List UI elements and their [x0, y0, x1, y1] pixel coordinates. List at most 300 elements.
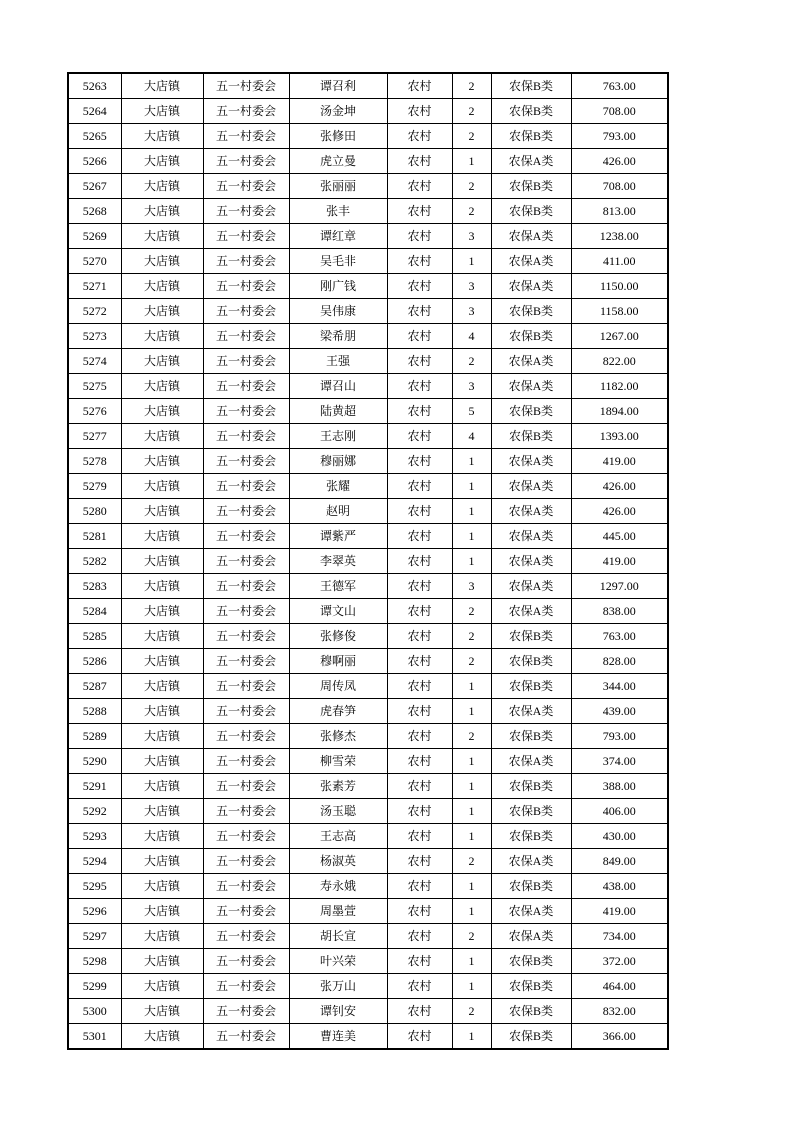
person-name-cell: 周传凤	[289, 674, 387, 699]
insurance-category-cell: 农保B类	[491, 199, 571, 224]
person-name-cell: 张丽丽	[289, 174, 387, 199]
village-committee-cell: 五一村委会	[203, 549, 289, 574]
person-count-cell: 2	[452, 649, 491, 674]
amount-cell: 445.00	[571, 524, 668, 549]
household-type-cell: 农村	[387, 99, 452, 124]
household-type-cell: 农村	[387, 224, 452, 249]
insurance-category-cell: 农保B类	[491, 974, 571, 999]
town-cell: 大店镇	[121, 874, 203, 899]
table-row	[68, 299, 668, 324]
amount-cell: 344.00	[571, 674, 668, 699]
table-row	[68, 1024, 668, 1050]
table-row	[68, 424, 668, 449]
person-count-cell: 1	[452, 149, 491, 174]
amount-cell: 1150.00	[571, 274, 668, 299]
subsidy-roster-table	[67, 72, 669, 1050]
amount-cell: 366.00	[571, 1024, 668, 1050]
household-type-cell: 农村	[387, 299, 452, 324]
person-count-cell: 2	[452, 73, 491, 99]
person-count-cell: 2	[452, 724, 491, 749]
serial-number-cell: 5295	[68, 874, 121, 899]
person-name-cell: 王强	[289, 349, 387, 374]
amount-cell: 419.00	[571, 449, 668, 474]
village-committee-cell: 五一村委会	[203, 824, 289, 849]
insurance-category-cell: 农保A类	[491, 249, 571, 274]
serial-number-cell: 5276	[68, 399, 121, 424]
insurance-category-cell: 农保A类	[491, 274, 571, 299]
insurance-category-cell: 农保A类	[491, 549, 571, 574]
village-committee-cell: 五一村委会	[203, 274, 289, 299]
town-cell: 大店镇	[121, 374, 203, 399]
table-row	[68, 999, 668, 1024]
amount-cell: 426.00	[571, 149, 668, 174]
table-row	[68, 99, 668, 124]
household-type-cell: 农村	[387, 649, 452, 674]
serial-number-cell: 5291	[68, 774, 121, 799]
household-type-cell: 农村	[387, 449, 452, 474]
village-committee-cell: 五一村委会	[203, 199, 289, 224]
household-type-cell: 农村	[387, 874, 452, 899]
town-cell: 大店镇	[121, 224, 203, 249]
household-type-cell: 农村	[387, 924, 452, 949]
table-row	[68, 73, 668, 99]
table-row	[68, 624, 668, 649]
serial-number-cell: 5286	[68, 649, 121, 674]
amount-cell: 419.00	[571, 549, 668, 574]
village-committee-cell: 五一村委会	[203, 499, 289, 524]
table-row	[68, 374, 668, 399]
town-cell: 大店镇	[121, 99, 203, 124]
table-row	[68, 899, 668, 924]
household-type-cell: 农村	[387, 574, 452, 599]
table-row	[68, 399, 668, 424]
village-committee-cell: 五一村委会	[203, 649, 289, 674]
person-count-cell: 2	[452, 174, 491, 199]
table-row	[68, 524, 668, 549]
serial-number-cell: 5282	[68, 549, 121, 574]
amount-cell: 813.00	[571, 199, 668, 224]
town-cell: 大店镇	[121, 974, 203, 999]
household-type-cell: 农村	[387, 849, 452, 874]
town-cell: 大店镇	[121, 424, 203, 449]
serial-number-cell: 5267	[68, 174, 121, 199]
person-name-cell: 张万山	[289, 974, 387, 999]
serial-number-cell: 5284	[68, 599, 121, 624]
town-cell: 大店镇	[121, 574, 203, 599]
insurance-category-cell: 农保A类	[491, 349, 571, 374]
insurance-category-cell: 农保A类	[491, 499, 571, 524]
insurance-category-cell: 农保B类	[491, 424, 571, 449]
insurance-category-cell: 农保A类	[491, 224, 571, 249]
town-cell: 大店镇	[121, 199, 203, 224]
household-type-cell: 农村	[387, 424, 452, 449]
household-type-cell: 农村	[387, 399, 452, 424]
person-name-cell: 虎春笋	[289, 699, 387, 724]
amount-cell: 708.00	[571, 99, 668, 124]
person-count-cell: 1	[452, 874, 491, 899]
person-name-cell: 谭钊安	[289, 999, 387, 1024]
person-count-cell: 1	[452, 974, 491, 999]
person-count-cell: 1	[452, 524, 491, 549]
person-count-cell: 4	[452, 324, 491, 349]
person-count-cell: 1	[452, 1024, 491, 1050]
table-row	[68, 924, 668, 949]
amount-cell: 838.00	[571, 599, 668, 624]
village-committee-cell: 五一村委会	[203, 624, 289, 649]
person-name-cell: 谭红章	[289, 224, 387, 249]
amount-cell: 372.00	[571, 949, 668, 974]
household-type-cell: 农村	[387, 749, 452, 774]
village-committee-cell: 五一村委会	[203, 749, 289, 774]
person-name-cell: 杨淑英	[289, 849, 387, 874]
serial-number-cell: 5288	[68, 699, 121, 724]
person-count-cell: 3	[452, 574, 491, 599]
amount-cell: 763.00	[571, 73, 668, 99]
person-name-cell: 王志刚	[289, 424, 387, 449]
household-type-cell: 农村	[387, 699, 452, 724]
person-count-cell: 5	[452, 399, 491, 424]
village-committee-cell: 五一村委会	[203, 974, 289, 999]
person-count-cell: 1	[452, 899, 491, 924]
town-cell: 大店镇	[121, 499, 203, 524]
amount-cell: 793.00	[571, 124, 668, 149]
insurance-category-cell: 农保A类	[491, 524, 571, 549]
amount-cell: 439.00	[571, 699, 668, 724]
amount-cell: 1182.00	[571, 374, 668, 399]
town-cell: 大店镇	[121, 924, 203, 949]
person-count-cell: 1	[452, 949, 491, 974]
town-cell: 大店镇	[121, 274, 203, 299]
insurance-category-cell: 农保A类	[491, 574, 571, 599]
serial-number-cell: 5269	[68, 224, 121, 249]
household-type-cell: 农村	[387, 624, 452, 649]
household-type-cell: 农村	[387, 524, 452, 549]
person-name-cell: 刚广钱	[289, 274, 387, 299]
village-committee-cell: 五一村委会	[203, 1024, 289, 1050]
insurance-category-cell: 农保B类	[491, 174, 571, 199]
village-committee-cell: 五一村委会	[203, 874, 289, 899]
person-count-cell: 2	[452, 199, 491, 224]
person-name-cell: 穆啊丽	[289, 649, 387, 674]
amount-cell: 822.00	[571, 349, 668, 374]
person-name-cell: 谭召山	[289, 374, 387, 399]
person-name-cell: 陆黄超	[289, 399, 387, 424]
person-count-cell: 2	[452, 599, 491, 624]
household-type-cell: 农村	[387, 599, 452, 624]
household-type-cell: 农村	[387, 774, 452, 799]
insurance-category-cell: 农保B类	[491, 874, 571, 899]
village-committee-cell: 五一村委会	[203, 924, 289, 949]
insurance-category-cell: 农保B类	[491, 624, 571, 649]
village-committee-cell: 五一村委会	[203, 374, 289, 399]
serial-number-cell: 5290	[68, 749, 121, 774]
serial-number-cell: 5280	[68, 499, 121, 524]
insurance-category-cell: 农保B类	[491, 99, 571, 124]
insurance-category-cell: 农保A类	[491, 749, 571, 774]
person-count-cell: 2	[452, 124, 491, 149]
person-count-cell: 2	[452, 999, 491, 1024]
insurance-category-cell: 农保A类	[491, 924, 571, 949]
person-name-cell: 汤金坤	[289, 99, 387, 124]
table-row	[68, 749, 668, 774]
amount-cell: 388.00	[571, 774, 668, 799]
serial-number-cell: 5287	[68, 674, 121, 699]
amount-cell: 763.00	[571, 624, 668, 649]
household-type-cell: 农村	[387, 274, 452, 299]
person-name-cell: 吴伟康	[289, 299, 387, 324]
person-count-cell: 1	[452, 499, 491, 524]
amount-cell: 411.00	[571, 249, 668, 274]
village-committee-cell: 五一村委会	[203, 249, 289, 274]
household-type-cell: 农村	[387, 974, 452, 999]
person-name-cell: 谭文山	[289, 599, 387, 624]
amount-cell: 464.00	[571, 974, 668, 999]
village-committee-cell: 五一村委会	[203, 324, 289, 349]
household-type-cell: 农村	[387, 149, 452, 174]
serial-number-cell: 5278	[68, 449, 121, 474]
person-name-cell: 张耀	[289, 474, 387, 499]
table-row	[68, 574, 668, 599]
amount-cell: 1158.00	[571, 299, 668, 324]
serial-number-cell: 5281	[68, 524, 121, 549]
person-count-cell: 2	[452, 924, 491, 949]
person-name-cell: 梁希朋	[289, 324, 387, 349]
amount-cell: 849.00	[571, 849, 668, 874]
serial-number-cell: 5285	[68, 624, 121, 649]
table-row	[68, 649, 668, 674]
household-type-cell: 农村	[387, 374, 452, 399]
village-committee-cell: 五一村委会	[203, 149, 289, 174]
village-committee-cell: 五一村委会	[203, 524, 289, 549]
serial-number-cell: 5266	[68, 149, 121, 174]
person-name-cell: 张素芳	[289, 774, 387, 799]
table-row	[68, 499, 668, 524]
table-row	[68, 474, 668, 499]
serial-number-cell: 5272	[68, 299, 121, 324]
amount-cell: 426.00	[571, 474, 668, 499]
town-cell: 大店镇	[121, 999, 203, 1024]
insurance-category-cell: 农保B类	[491, 674, 571, 699]
table-row	[68, 799, 668, 824]
person-name-cell: 寿永娥	[289, 874, 387, 899]
person-name-cell: 赵明	[289, 499, 387, 524]
serial-number-cell: 5273	[68, 324, 121, 349]
village-committee-cell: 五一村委会	[203, 224, 289, 249]
household-type-cell: 农村	[387, 124, 452, 149]
person-count-cell: 3	[452, 374, 491, 399]
household-type-cell: 农村	[387, 899, 452, 924]
insurance-category-cell: 农保B类	[491, 1024, 571, 1050]
town-cell: 大店镇	[121, 174, 203, 199]
insurance-category-cell: 农保A类	[491, 699, 571, 724]
town-cell: 大店镇	[121, 699, 203, 724]
table-row	[68, 599, 668, 624]
serial-number-cell: 5277	[68, 424, 121, 449]
serial-number-cell: 5275	[68, 374, 121, 399]
serial-number-cell: 5289	[68, 724, 121, 749]
insurance-category-cell: 农保A类	[491, 449, 571, 474]
insurance-category-cell: 农保B类	[491, 124, 571, 149]
insurance-category-cell: 农保B类	[491, 824, 571, 849]
serial-number-cell: 5294	[68, 849, 121, 874]
insurance-category-cell: 农保B类	[491, 724, 571, 749]
amount-cell: 1894.00	[571, 399, 668, 424]
household-type-cell: 农村	[387, 949, 452, 974]
amount-cell: 430.00	[571, 824, 668, 849]
table-row	[68, 324, 668, 349]
table-row	[68, 224, 668, 249]
person-name-cell: 穆丽娜	[289, 449, 387, 474]
person-count-cell: 2	[452, 99, 491, 124]
village-committee-cell: 五一村委会	[203, 474, 289, 499]
amount-cell: 828.00	[571, 649, 668, 674]
village-committee-cell: 五一村委会	[203, 399, 289, 424]
amount-cell: 374.00	[571, 749, 668, 774]
insurance-category-cell: 农保B类	[491, 774, 571, 799]
serial-number-cell: 5296	[68, 899, 121, 924]
household-type-cell: 农村	[387, 474, 452, 499]
household-type-cell: 农村	[387, 674, 452, 699]
amount-cell: 419.00	[571, 899, 668, 924]
amount-cell: 406.00	[571, 799, 668, 824]
table-row	[68, 674, 668, 699]
insurance-category-cell: 农保B类	[491, 73, 571, 99]
household-type-cell: 农村	[387, 549, 452, 574]
town-cell: 大店镇	[121, 649, 203, 674]
village-committee-cell: 五一村委会	[203, 699, 289, 724]
table-row	[68, 874, 668, 899]
household-type-cell: 农村	[387, 499, 452, 524]
person-name-cell: 张修俊	[289, 624, 387, 649]
amount-cell: 708.00	[571, 174, 668, 199]
serial-number-cell: 5293	[68, 824, 121, 849]
town-cell: 大店镇	[121, 749, 203, 774]
town-cell: 大店镇	[121, 774, 203, 799]
household-type-cell: 农村	[387, 724, 452, 749]
village-committee-cell: 五一村委会	[203, 424, 289, 449]
person-count-cell: 1	[452, 449, 491, 474]
household-type-cell: 农村	[387, 73, 452, 99]
person-name-cell: 王德军	[289, 574, 387, 599]
village-committee-cell: 五一村委会	[203, 299, 289, 324]
serial-number-cell: 5271	[68, 274, 121, 299]
amount-cell: 1297.00	[571, 574, 668, 599]
village-committee-cell: 五一村委会	[203, 73, 289, 99]
town-cell: 大店镇	[121, 73, 203, 99]
person-count-cell: 1	[452, 249, 491, 274]
person-count-cell: 1	[452, 749, 491, 774]
town-cell: 大店镇	[121, 674, 203, 699]
household-type-cell: 农村	[387, 799, 452, 824]
person-name-cell: 曹连美	[289, 1024, 387, 1050]
amount-cell: 426.00	[571, 499, 668, 524]
person-count-cell: 1	[452, 774, 491, 799]
serial-number-cell: 5283	[68, 574, 121, 599]
serial-number-cell: 5299	[68, 974, 121, 999]
village-committee-cell: 五一村委会	[203, 774, 289, 799]
town-cell: 大店镇	[121, 824, 203, 849]
person-count-cell: 1	[452, 699, 491, 724]
table-row	[68, 349, 668, 374]
person-name-cell: 张丰	[289, 199, 387, 224]
table-row	[68, 724, 668, 749]
person-count-cell: 1	[452, 799, 491, 824]
person-name-cell: 张修田	[289, 124, 387, 149]
town-cell: 大店镇	[121, 149, 203, 174]
village-committee-cell: 五一村委会	[203, 899, 289, 924]
serial-number-cell: 5274	[68, 349, 121, 374]
table-row	[68, 274, 668, 299]
town-cell: 大店镇	[121, 524, 203, 549]
household-type-cell: 农村	[387, 824, 452, 849]
person-name-cell: 吴毛非	[289, 249, 387, 274]
town-cell: 大店镇	[121, 349, 203, 374]
person-name-cell: 胡长宣	[289, 924, 387, 949]
person-name-cell: 叶兴荣	[289, 949, 387, 974]
village-committee-cell: 五一村委会	[203, 799, 289, 824]
person-count-cell: 3	[452, 274, 491, 299]
serial-number-cell: 5270	[68, 249, 121, 274]
insurance-category-cell: 农保B类	[491, 399, 571, 424]
town-cell: 大店镇	[121, 849, 203, 874]
person-count-cell: 3	[452, 299, 491, 324]
village-committee-cell: 五一村委会	[203, 99, 289, 124]
table-row	[68, 249, 668, 274]
serial-number-cell: 5301	[68, 1024, 121, 1050]
town-cell: 大店镇	[121, 124, 203, 149]
town-cell: 大店镇	[121, 799, 203, 824]
amount-cell: 1393.00	[571, 424, 668, 449]
household-type-cell: 农村	[387, 174, 452, 199]
insurance-category-cell: 农保A类	[491, 899, 571, 924]
insurance-category-cell: 农保A类	[491, 474, 571, 499]
household-type-cell: 农村	[387, 349, 452, 374]
village-committee-cell: 五一村委会	[203, 949, 289, 974]
insurance-category-cell: 农保B类	[491, 949, 571, 974]
village-committee-cell: 五一村委会	[203, 574, 289, 599]
person-name-cell: 周墨萱	[289, 899, 387, 924]
town-cell: 大店镇	[121, 449, 203, 474]
table-row	[68, 549, 668, 574]
amount-cell: 832.00	[571, 999, 668, 1024]
insurance-category-cell: 农保A类	[491, 849, 571, 874]
village-committee-cell: 五一村委会	[203, 999, 289, 1024]
person-count-cell: 4	[452, 424, 491, 449]
person-count-cell: 2	[452, 849, 491, 874]
table-row	[68, 774, 668, 799]
household-type-cell: 农村	[387, 199, 452, 224]
serial-number-cell: 5297	[68, 924, 121, 949]
town-cell: 大店镇	[121, 474, 203, 499]
village-committee-cell: 五一村委会	[203, 349, 289, 374]
amount-cell: 438.00	[571, 874, 668, 899]
village-committee-cell: 五一村委会	[203, 124, 289, 149]
insurance-category-cell: 农保B类	[491, 324, 571, 349]
person-name-cell: 李翠英	[289, 549, 387, 574]
insurance-category-cell: 农保A类	[491, 374, 571, 399]
serial-number-cell: 5265	[68, 124, 121, 149]
person-count-cell: 1	[452, 549, 491, 574]
village-committee-cell: 五一村委会	[203, 599, 289, 624]
table-row	[68, 699, 668, 724]
household-type-cell: 农村	[387, 249, 452, 274]
table-row	[68, 124, 668, 149]
village-committee-cell: 五一村委会	[203, 174, 289, 199]
person-count-cell: 1	[452, 674, 491, 699]
table-row	[68, 974, 668, 999]
town-cell: 大店镇	[121, 324, 203, 349]
person-name-cell: 柳雪荣	[289, 749, 387, 774]
